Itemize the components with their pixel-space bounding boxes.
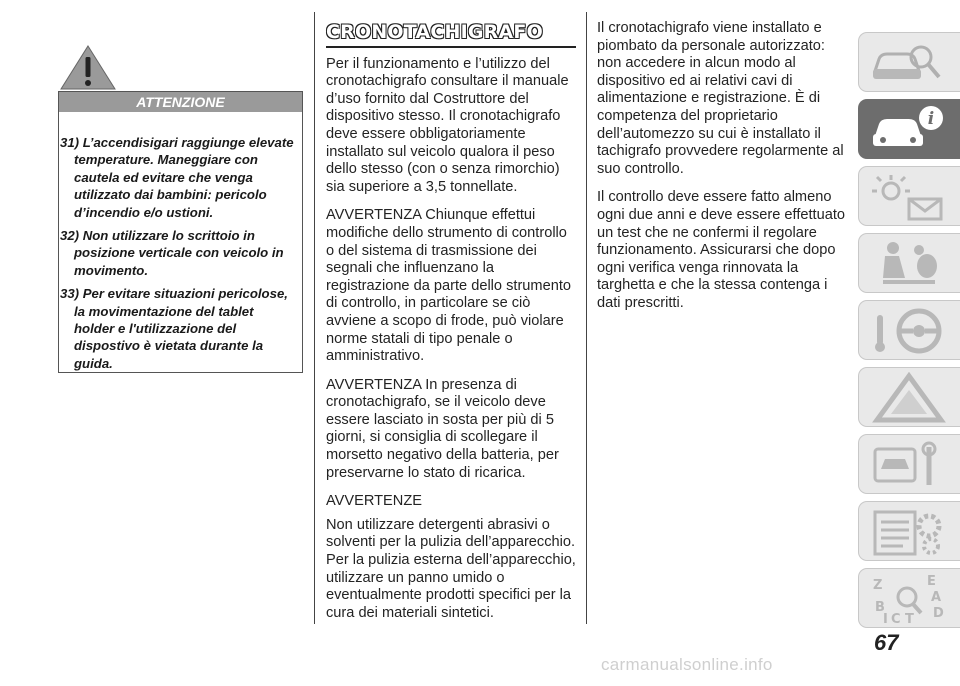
paragraph: Il controllo deve essere fatto almeno ogni due anni e deve essere effettuato un test che ne confermi il regolare funzionamento. Assicurarsi che dopo ogni verifica venga rinnovata la targhetta e che la stessa contenga i dati prescritti.	[597, 189, 846, 311]
svg-text:I: I	[883, 612, 888, 625]
paragraph: Non utilizzare detergenti abrasivi o solventi per la pulizia dell’apparecchio. Per la pulizia esterna dell’apparecchio, utilizzare un panno umido o eventualmente prodotti specifici per la cura dei materiali sintetici.	[326, 516, 576, 621]
svg-text:B: B	[875, 600, 885, 615]
svg-text:C: C	[891, 612, 901, 625]
section-title: CRONOTACHIGRAFO	[326, 24, 576, 48]
svg-text:T: T	[905, 612, 914, 625]
paragraph: AVVERTENZA In presenza di cronotachigrafo, se il veicolo deve essere lasciato in sosta per più di 5 giorni, si consiglia di scollegare il morsetto negativo della batteria, per preservarne lo stato di ricarica.	[326, 376, 559, 481]
paragraph: Il cronotachigrafo viene installato e piombato da personale autorizzato: non accedere in alcun modo al dispositivo ed ai relativi cavi di alimentazione e registrazione. È di competenza del proprietario dell’automezzo su cui è installato il tachigrafo provvedere regolarmente al suo controllo.	[597, 20, 844, 177]
svg-text:D: D	[933, 606, 944, 621]
svg-text:Z: Z	[873, 578, 883, 593]
warning-box	[58, 91, 303, 373]
warning-triangle-icon	[58, 44, 118, 92]
car-magnifier-icon	[869, 37, 949, 89]
text-column-right	[597, 20, 851, 324]
svg-text:A: A	[931, 590, 942, 605]
car-wrench-icon	[869, 439, 949, 491]
alphabet-index-icon	[869, 573, 949, 625]
watermark: carmanualsonline.info	[601, 655, 773, 674]
tab-car-info[interactable]	[858, 99, 960, 159]
tab-safety[interactable]	[858, 233, 960, 293]
tab-starting-driving[interactable]	[858, 300, 960, 360]
text-column-middle	[326, 21, 576, 633]
page-number: 67	[874, 630, 899, 655]
warning-item: 31) L’accendisigari raggiunge elevate temperature. Maneggiare con cautela ed evitare che venga utilizzato dai bambini: pericolo d’incendio e/o ustioni.	[60, 135, 294, 220]
tab-car-overview[interactable]	[858, 32, 960, 92]
svg-text:E: E	[927, 574, 936, 589]
warning-lights-icon	[869, 171, 949, 223]
tab-technical-data[interactable]	[858, 501, 960, 561]
warning-triangle-icon	[869, 372, 949, 424]
warning-list	[59, 134, 302, 372]
paragraph: AVVERTENZA Chiunque effettui modifiche dello strumento di controllo o del sistema di trasmissione dei segnali che influenzano la registrazione da parte dello strumento di controllo, in particolare se ciò avviene a scopo di frode, può violare norme statali di tipo penale o amministrativo.	[326, 207, 571, 365]
specs-gear-icon	[869, 506, 949, 558]
svg-text:i: i	[927, 109, 935, 129]
tab-warning-lights[interactable]	[858, 166, 960, 226]
warning-item: 32) Non utilizzare lo scrittoio in posizione verticale con veicolo in movimento.	[60, 228, 284, 278]
column-divider	[314, 12, 315, 624]
column-divider	[586, 12, 587, 624]
airbag-seat-icon	[869, 238, 949, 290]
steering-wheel-icon	[869, 305, 949, 357]
tab-maintenance[interactable]	[858, 434, 960, 494]
paragraph: AVVERTENZE	[326, 493, 422, 510]
warning-title: ATTENZIONE	[59, 92, 302, 112]
paragraph: Per il funzionamento e l’utilizzo del cronotachigrafo consultare il manuale d’uso fornito dal Costruttore del dispositivo stesso. Il cronotachigrafo deve essere obbligatoriamente installato sul veicolo qualora il peso dello stesso (con o senza rimorchio) sia superiore a 3,5 tonnellate.	[326, 55, 569, 195]
warning-item: 33) Per evitare situazioni pericolose, la movimentazione del tablet holder e l'utilizzazione del dispostivo è vietata durante la guida.	[60, 286, 288, 371]
tab-emergency[interactable]	[858, 367, 960, 427]
car-info-icon	[869, 104, 949, 156]
tab-index[interactable]	[858, 568, 960, 628]
chapter-tabs	[858, 32, 960, 635]
